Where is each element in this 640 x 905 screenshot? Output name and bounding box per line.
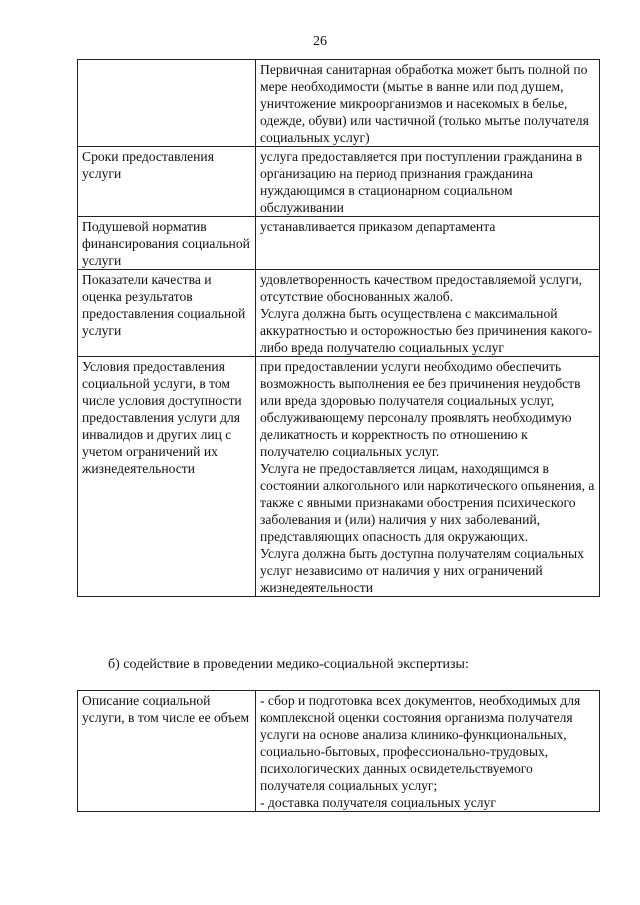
row-label-cell: Условия предоставления социальной услуги, в том числе условия доступности предоставления услуги для инвалидов и других лиц с учетом ограничений их жизнедеятельности [78, 357, 256, 597]
cell-paragraph: устанавливается приказом департамента [260, 219, 496, 234]
cell-paragraph: - доставка получателя социальных услуг [260, 795, 496, 810]
cell-paragraph: услуга предоставляется при поступлении гражданина в организацию на период признания гражданина нуждающимся в стационарном социальном обслуживании [260, 149, 583, 215]
cell-paragraph: - сбор и подготовка всех документов, необходимых для комплексной оценки состояния организма получателя услуги на основе анализа клинико-функциональных, социально-бытовых, профессионально-трудовых, психологических данных освидетельствуемого получателя социальных услуг; [260, 693, 581, 793]
row-label-cell: Описание социальной услуги, в том числе ее объем [78, 691, 256, 812]
cell-paragraph: Первичная санитарная обработка может быть полной по мере необходимости (мытье в ванне или под душем, уничтожение микроорганизмов и насекомых в белье, одежде, обуви) или частичной (только мытье получателя социальных услуг) [260, 62, 589, 145]
table-row [78, 60, 600, 147]
row-value-cell [256, 60, 600, 147]
row-label-cell [78, 60, 256, 147]
cell-paragraph: Услуга должна быть осуществлена с максимальной аккуратностью и осторожностью без причинения какого-либо вреда получателю социальных услуг [260, 306, 592, 355]
row-value-cell [256, 357, 600, 597]
row-value-cell [256, 147, 600, 217]
table-row [78, 270, 600, 357]
cell-paragraph: Услуга не предоставляется лицам, находящимся в состоянии алкогольного или наркотического опьянения, а также с явными признаками обострения психического заболевания и (или) наличия у них заболеваний, представляющих опасность для окружающих. [260, 461, 595, 544]
table-row [78, 217, 600, 270]
cell-paragraph: удовлетворенность качеством предоставляемой услуги, отсутствие обоснованных жалоб. [260, 272, 582, 304]
row-value-cell [256, 691, 600, 812]
services-table-b [77, 690, 600, 812]
section-heading: б) содействие в проведении медико-социальной экспертизы: [108, 657, 469, 672]
table-row [78, 691, 600, 812]
services-table [77, 59, 600, 597]
cell-paragraph: Услуга должна быть доступна получателям социальных услуг независимо от наличия у них ограничений жизнедеятельности [260, 546, 584, 595]
cell-paragraph: при предоставлении услуги необходимо обеспечить возможность выполнения ее без причинения неудобств или вреда здоровью получателя социальных услуг, обслуживающему персоналу проявлять необходимую деликатность и корректность по отношению к получателю социальных услуг. [260, 359, 581, 459]
row-label-cell: Сроки предоставления услуги [78, 147, 256, 217]
table-row [78, 357, 600, 597]
row-label-cell: Показатели качества и оценка результатов предоставления социальной услуги [78, 270, 256, 357]
row-label-cell: Подушевой норматив финансирования социальной услуги [78, 217, 256, 270]
row-value-cell [256, 217, 600, 270]
row-value-cell [256, 270, 600, 357]
table-row [78, 147, 600, 217]
page-number: 26 [313, 34, 327, 49]
